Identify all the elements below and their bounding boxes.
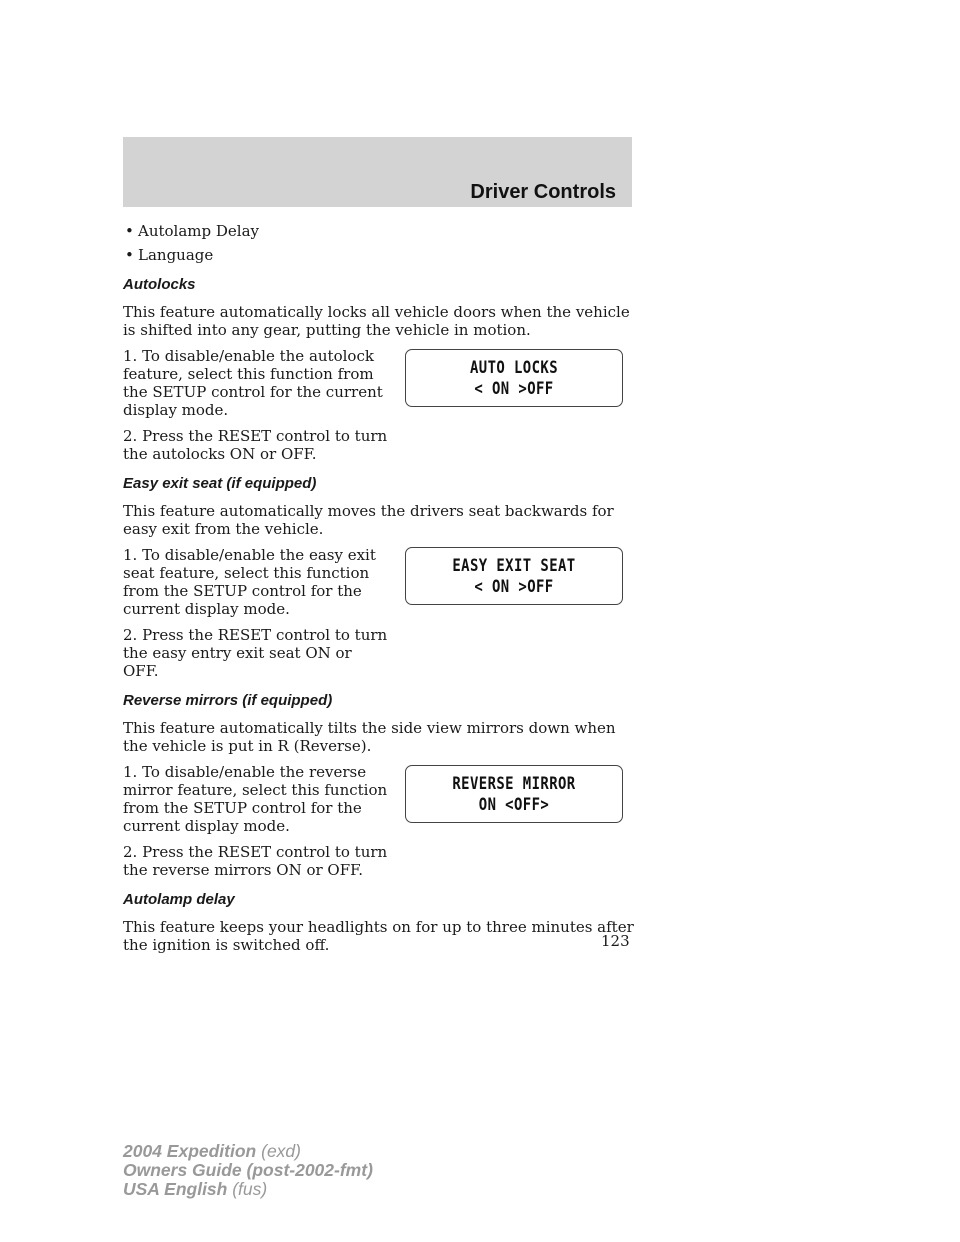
paragraph-autolocks-intro: This feature automatically locks all vehicle doors when the vehicle is shifted into any gear, putting the vehicle in motion. <box>123 303 630 339</box>
bullet-dot-icon: • <box>125 222 134 240</box>
paragraph-reverse-mirrors-intro: This feature automatically tilts the side view mirrors down when the vehicle is put in R (Reverse). <box>123 719 616 755</box>
display-line-1: AUTO LOCKS <box>469 358 559 378</box>
heading-reverse-mirrors: Reverse mirrors (if equipped) <box>123 692 333 709</box>
footer-line-3: USA English (fus) <box>123 1179 268 1199</box>
display-easy-exit-seat <box>405 547 623 605</box>
bullet-item: • Language <box>125 246 214 264</box>
section-title: Driver Controls <box>470 181 616 203</box>
paragraph-easy-exit-intro: This feature automatically moves the drivers seat backwards for easy exit from the vehicle. <box>123 502 614 538</box>
step-1: 1. To disable/enable the reverse mirror feature, select this function from the SETUP control for the current display mode. <box>123 763 388 835</box>
document-footer <box>123 1142 373 1199</box>
heading-autolamp-delay: Autolamp delay <box>123 891 235 908</box>
paragraph-autolamp-delay-intro: This feature keeps your headlights on for up to three minutes after the ignition is switched off. <box>123 918 634 954</box>
step-2: 2. Press the RESET control to turn the reverse mirrors ON or OFF. <box>123 843 388 879</box>
heading-autolocks: Autolocks <box>123 276 196 293</box>
display-line-1: EASY EXIT SEAT <box>452 556 576 576</box>
easy-exit-steps <box>123 546 635 680</box>
page-number: 123 <box>601 932 630 950</box>
display-line-2: < ON >OFF <box>474 577 554 597</box>
step-1: 1. To disable/enable the easy exit seat feature, select this function from the SETUP control for the current display mode. <box>123 546 376 618</box>
display-line-2: ON <OFF> <box>478 795 550 815</box>
step-2: 2. Press the RESET control to turn the autolocks ON or OFF. <box>123 427 388 463</box>
display-autolocks <box>405 349 623 407</box>
bullet-dot-icon: • <box>125 246 134 264</box>
footer-line-1: 2004 Expedition (exd) <box>123 1141 301 1161</box>
step-2: 2. Press the RESET control to turn the easy entry exit seat ON or OFF. <box>123 626 388 680</box>
autolocks-steps <box>123 347 635 463</box>
page-content <box>123 222 635 962</box>
step-1: 1. To disable/enable the autolock feature, select this function from the SETUP control for the current display mode. <box>123 347 383 419</box>
display-line-1: REVERSE MIRROR <box>452 774 576 794</box>
bullet-item: • Autolamp Delay <box>125 222 260 240</box>
display-reverse-mirror <box>405 765 623 823</box>
display-line-2: < ON >OFF <box>474 379 554 399</box>
header-band <box>123 137 632 207</box>
footer-line-2: Owners Guide (post-2002-fmt) <box>123 1160 373 1180</box>
reverse-mirrors-steps <box>123 763 635 879</box>
heading-easy-exit-seat: Easy exit seat (if equipped) <box>123 475 317 492</box>
